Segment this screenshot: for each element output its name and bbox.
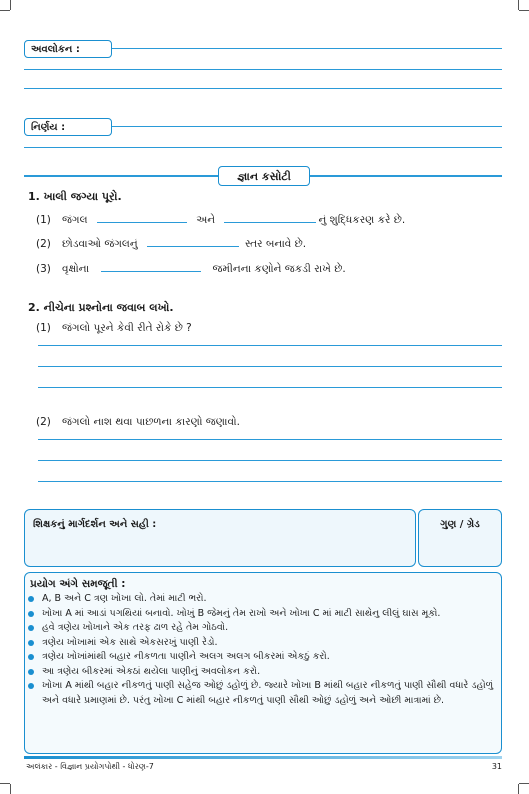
grade-box[interactable] [418, 509, 502, 567]
item-text: અને [196, 214, 216, 226]
bullet-icon [28, 683, 34, 689]
item-text: જંગલ [62, 214, 88, 226]
item-number: (1) [36, 322, 51, 334]
fill-blank[interactable] [147, 237, 239, 247]
q1-item-2 [36, 237, 306, 251]
item-number: (2) [36, 238, 51, 250]
q2-item-2 [36, 416, 240, 429]
bullet-icon [28, 669, 34, 675]
answer-line[interactable] [38, 439, 502, 440]
teacher-signature-box[interactable] [24, 509, 416, 567]
item-text: જમીનના કણોને જકડી રાખે છે. [212, 263, 346, 275]
item-text: જંગલો નાશ થવા પાછળના કારણો જણાવો. [62, 416, 240, 428]
bullet-icon [28, 654, 34, 660]
answer-line[interactable] [38, 366, 502, 367]
page-number: 31 [491, 762, 502, 771]
answer-line[interactable] [38, 387, 502, 388]
fill-blank[interactable] [101, 262, 201, 272]
list-item [28, 607, 500, 622]
grade-label: ગુણ / ગ્રેડ [440, 519, 480, 530]
bullet-icon [28, 596, 34, 602]
answer-line[interactable] [24, 147, 502, 148]
section-title: જ્ઞાન કસોટી [218, 166, 310, 186]
item-number: (3) [36, 263, 51, 275]
q1-item-3 [36, 262, 346, 276]
crop-mark [10, 0, 11, 10]
crop-mark [519, 10, 529, 11]
explanation-list [28, 592, 500, 708]
crop-mark [519, 783, 529, 784]
item-text: છોડવાઓ જંગલનું [62, 238, 138, 250]
list-item-text: હવે ત્રણેય ખોખાને એક તરફ ઢાળ રહે તેમ ગોઠવો. [42, 622, 229, 633]
fill-blank[interactable] [97, 213, 187, 223]
q1-item-1 [36, 213, 405, 227]
fill-blank[interactable] [224, 213, 316, 223]
observation-label: અવલોકન : [24, 40, 112, 58]
list-item-text: ત્રણેય ખોખાંમાંથી બહાર નીકળતા પાણીને અલગ અલગ બીકરમાં એકઠું કરો. [42, 651, 330, 662]
bullet-icon [28, 611, 34, 617]
list-item-text: ખોખા A માં આડાં પગથિયાં બનાવો. ખોખું B જેમનું તેમ રાખો અને ખોખા C માં માટી સાથેનુ લીલું ઘાસ મૂકો. [42, 607, 441, 619]
list-item [28, 636, 500, 651]
list-item [28, 592, 500, 607]
q2-title: 2. નીચેના પ્રશ્નોના જવાબ લખો. [28, 301, 174, 314]
list-item [28, 650, 500, 665]
conclusion-label: નિર્ણય : [24, 118, 112, 136]
crop-mark [0, 10, 10, 11]
list-item [28, 621, 500, 636]
footer-book-title: અલંકાર - વિજ્ઞાન પ્રયોગપોથી - ધોરણ-7 [26, 762, 154, 771]
list-item [28, 665, 500, 680]
teacher-label: શિક્ષકનું માર્ગદર્શન અને સહી : [33, 519, 157, 530]
bullet-icon [28, 640, 34, 646]
item-text: જંગલો પૂરને કેવી રીતે રોકે છે ? [62, 322, 192, 334]
list-item-text: આ ત્રણેય બીકરમાં એકઠાં થયેલા પાણીનું અવલોકન કરો. [42, 665, 261, 677]
item-number: (1) [36, 214, 51, 226]
q1-title: 1. ખાલી જગ્યા પૂરો. [28, 190, 122, 203]
crop-mark [518, 784, 519, 794]
item-number: (2) [36, 416, 51, 428]
answer-line[interactable] [24, 69, 502, 70]
item-text: નું શુદ્ધિકરણ કરે છે. [318, 214, 406, 226]
bullet-icon [28, 625, 34, 631]
explanation-title: પ્રયોગ અંગે સમજૂતી : [30, 578, 126, 590]
answer-line[interactable] [38, 460, 502, 461]
answer-line[interactable] [38, 481, 502, 482]
crop-mark [518, 0, 519, 10]
list-item-text: ત્રણેય ખોખામાં એક સાથે એકસરખું પાણી રેડો. [42, 636, 218, 648]
list-item-text: ખોખા A માંથી બહાર નીકળતું પાણી સહેજ ઓછું ડહોળું છે. જ્યારે ખોખા B માંથી બહાર નીકળતું પાણી સૌથી વધારે ડહોળું અને વધારે પ્રમાણમાં છે. પરંતુ ખોખા C માંથી બહાર નીકળતું પાણી સૌથી ઓછું ડહોળું અને ઓછી માત્રામાં છે. [42, 680, 494, 706]
q2-item-1 [36, 322, 192, 335]
item-text: સ્તર બનાવે છે. [245, 238, 307, 250]
item-text: વૃક્ષોના [62, 263, 90, 275]
answer-line[interactable] [24, 88, 502, 89]
list-item [28, 679, 500, 708]
footer-rule [24, 756, 502, 759]
list-item-text: A, B અને C ત્રણ ખોખા લો. તેમાં માટી ભરો. [42, 593, 207, 604]
crop-mark [0, 783, 10, 784]
answer-line[interactable] [38, 345, 502, 346]
crop-mark [10, 784, 11, 794]
